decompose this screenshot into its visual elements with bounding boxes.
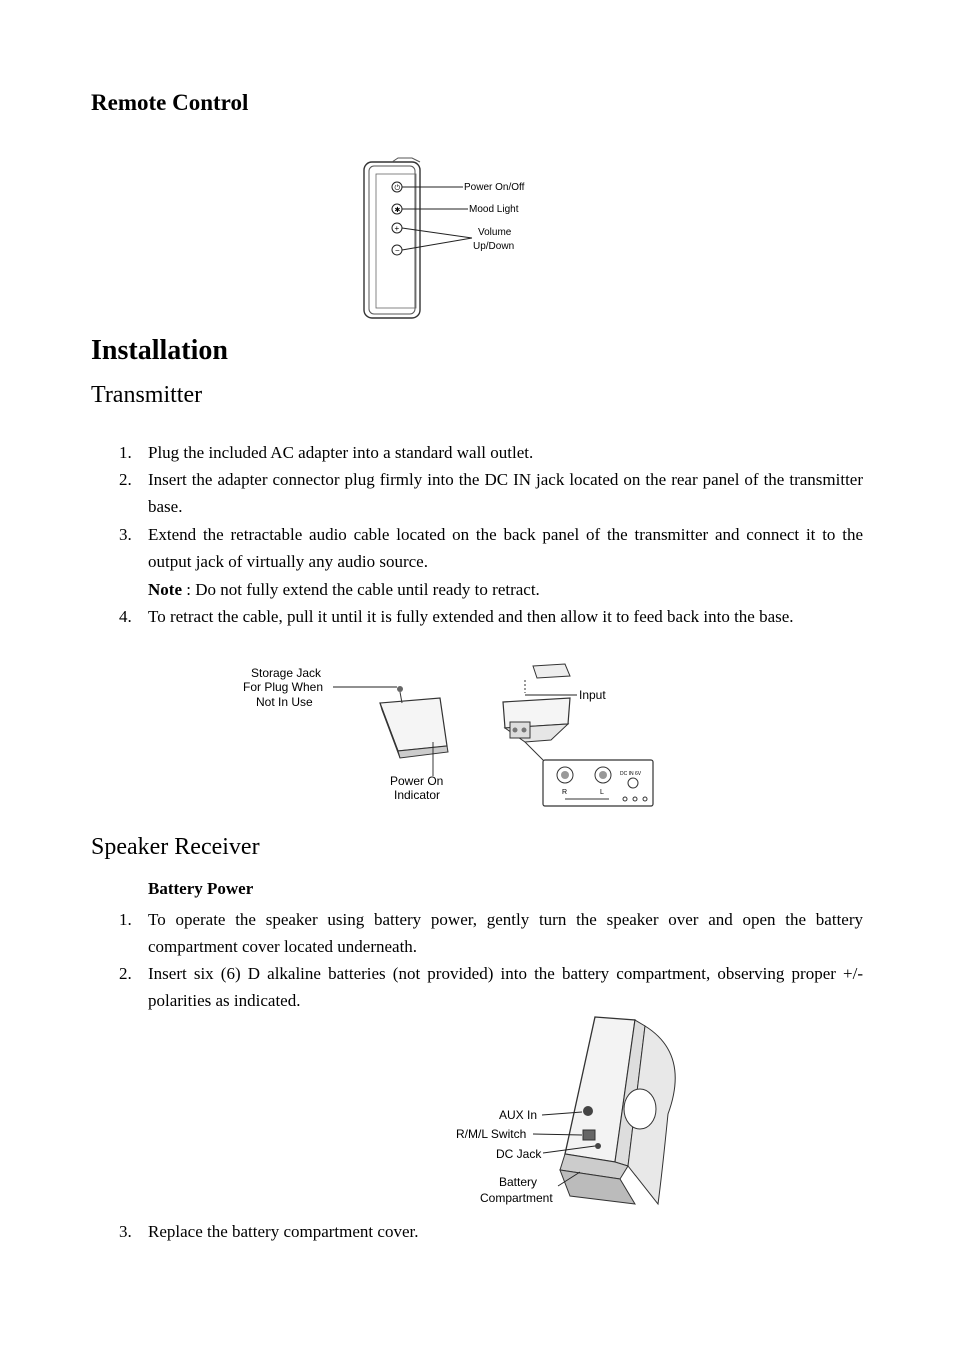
label-power-on: Power On: [390, 774, 444, 788]
note-label: Note: [148, 580, 182, 599]
list-item: 3. Extend the retractable audio cable located on the back panel of the transmitter and connect it to the output jack of virtually any audio source.: [119, 525, 863, 572]
transmitter-figure: [225, 658, 665, 810]
note-body: : Do not fully extend the cable until ready to retract.: [181, 580, 540, 599]
svg-text:✱: ✱: [394, 207, 401, 214]
label-indicator: Indicator: [394, 788, 441, 802]
svg-text:⏻: ⏻: [394, 185, 401, 192]
label-rml-switch: R/M/L Switch: [456, 1127, 527, 1141]
installation-heading: Installation: [91, 335, 228, 366]
note-text: [148, 576, 540, 603]
label-volume: Volume: [478, 227, 512, 238]
transmitter-base-drawing: [380, 698, 447, 751]
label-panel-l: L: [600, 789, 604, 796]
list-item: 4. To retract the cable, pull it until it is fully extended and then allow it to feed back into the base.: [119, 607, 794, 626]
list-item: 1. To operate the speaker using battery power, gently turn the speaker over and open the battery compartment cover located underneath.: [119, 910, 863, 957]
label-battery: Battery: [499, 1175, 538, 1189]
svg-text:+: +: [394, 224, 400, 233]
list-item: 2. Insert the adapter connector plug firmly into the DC IN jack located on the rear panel of the transmitter base.: [119, 470, 863, 517]
list-item: 2. Insert six (6) D alkaline batteries (not provided) into the battery compartment, observing proper +/- polarities as indicated.: [119, 964, 863, 1011]
list-item: 3. Replace the battery compartment cover.: [119, 1222, 419, 1241]
list-item: 1. Plug the included AC adapter into a standard wall outlet.: [119, 443, 534, 462]
speaker-receiver-heading: Speaker Receiver: [91, 834, 260, 860]
battery-power-heading: Battery Power: [148, 879, 254, 898]
label-input: Input: [579, 688, 606, 702]
remote-control-figure: [320, 150, 550, 325]
label-panel-r: R: [562, 789, 568, 796]
label-storage-jack: Storage Jack: [251, 666, 322, 680]
label-for-plug-when: For Plug When: [243, 680, 324, 694]
label-up-down: Up/Down: [473, 241, 515, 252]
speaker-figure: [430, 1014, 710, 1214]
label-mood-light: Mood Light: [469, 204, 519, 215]
label-power: Power On/Off: [464, 182, 525, 193]
label-aux-in: AUX In: [499, 1108, 538, 1122]
transmitter-heading: Transmitter: [91, 382, 203, 408]
label-not-in-use: Not In Use: [256, 695, 313, 709]
svg-text:−: −: [395, 246, 400, 255]
label-dc-jack: DC Jack: [496, 1147, 542, 1161]
label-compartment: Compartment: [480, 1191, 553, 1205]
remote-control-heading: Remote Control: [91, 90, 249, 115]
label-dc-in: DC IN 6V: [620, 771, 642, 777]
